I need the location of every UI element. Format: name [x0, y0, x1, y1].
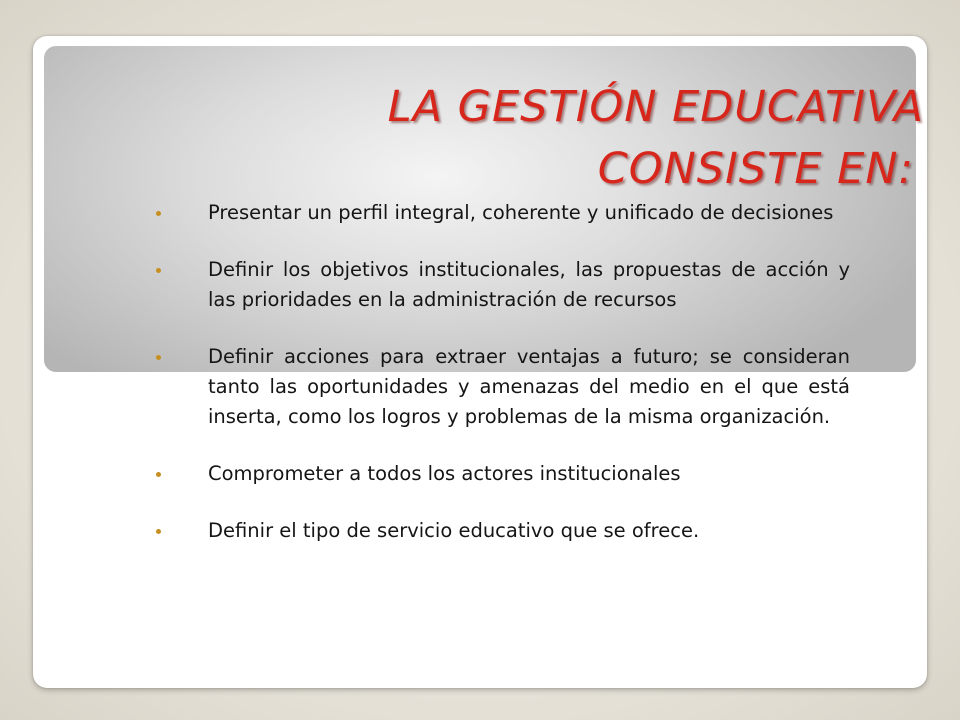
- slide-title-line2: CONSISTE EN:: [597, 144, 914, 194]
- list-item: [150, 255, 850, 315]
- slide-title: [144, 76, 924, 200]
- list-item: [150, 459, 850, 489]
- bullet-dot-icon: [156, 268, 161, 273]
- bullet-dot-icon: [156, 211, 161, 216]
- list-item-text: Comprometer a todos los actores institucionales: [208, 462, 681, 485]
- bullet-list: [150, 198, 850, 546]
- list-item-text: Presentar un perfil integral, coherente y unificado de decisiones: [208, 201, 834, 224]
- bullet-content: [150, 198, 850, 573]
- list-item-text: Definir el tipo de servicio educativo que se ofrece.: [208, 519, 700, 542]
- list-item: [150, 342, 850, 432]
- bullet-dot-icon: [156, 355, 161, 360]
- bullet-dot-icon: [156, 472, 161, 477]
- list-item: [150, 516, 850, 546]
- list-item-text: Definir los objetivos institucionales, las propuestas de acción y las prioridades en la administración de recursos: [208, 258, 850, 311]
- bullet-dot-icon: [156, 529, 161, 534]
- list-item: [150, 198, 850, 228]
- list-item-text: Definir acciones para extraer ventajas a futuro; se consideran tanto las oportunidades y amenazas del medio en el que está inserta, como los logros y problemas de la misma organización.: [208, 345, 850, 428]
- slide-title-line1: LA GESTIÓN EDUCATIVA: [387, 82, 924, 132]
